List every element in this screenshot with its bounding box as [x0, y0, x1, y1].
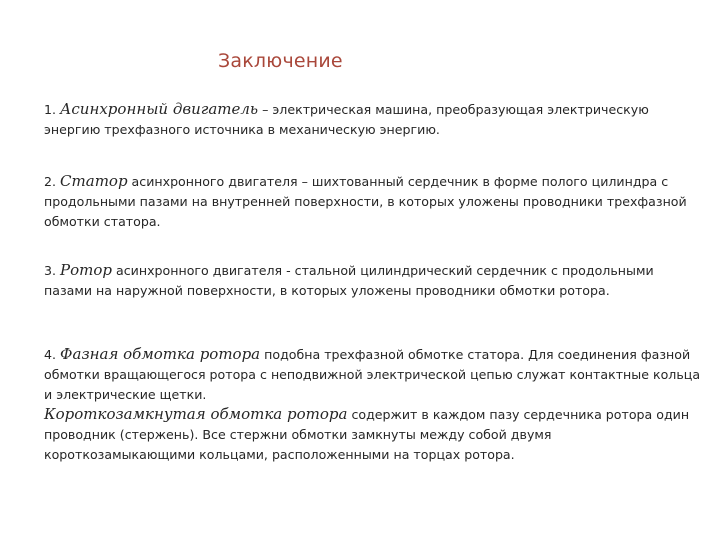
- item-number: 2.: [44, 174, 57, 189]
- item-text: содержит в каждом пазу сердечника ротора один проводник (стержень). Все стержни обмотки замкнуты между собой двумя короткозамыкающими кольцами, расположенными на торцах ротора.: [44, 407, 690, 462]
- item-term: Фазная обмотка ротора: [60, 345, 261, 363]
- definition-item: [44, 344, 704, 405]
- item-term: Асинхронный двигатель: [60, 100, 259, 118]
- item-text: подобна трехфазной обмотке статора. Для соединения фазной обмотки вращающегося ротора с неподвижной электрической цепью служат контактные кольца и электрические щетки.: [44, 347, 701, 402]
- item-number: 1.: [44, 102, 57, 117]
- definition-item: [44, 99, 704, 140]
- item-number: 3.: [44, 263, 57, 278]
- slide-title: Заключение: [218, 50, 343, 72]
- item-term: Ротор: [60, 261, 113, 279]
- item-text: – электрическая машина, преобразующая электрическую энергию трехфазного источника в механическую энергию.: [44, 102, 649, 137]
- item-text: асинхронного двигателя – шихтованный сердечник в форме полого цилиндра с продольными пазами на внутренней поверхности, в которых уложены проводники трехфазной обмотки статора.: [44, 174, 687, 229]
- item-term: Статор: [60, 172, 128, 190]
- definition-item: [44, 171, 704, 232]
- item-term: Короткозамкнутая обмотка ротора: [44, 405, 348, 423]
- item-text: асинхронного двигателя - стальной цилиндрический сердечник с продольными пазами на наружной поверхности, в которых уложены проводники обмотки ротора.: [44, 263, 654, 298]
- definition-item: [44, 260, 704, 301]
- definition-item: [44, 404, 704, 465]
- item-number: 4.: [44, 347, 57, 362]
